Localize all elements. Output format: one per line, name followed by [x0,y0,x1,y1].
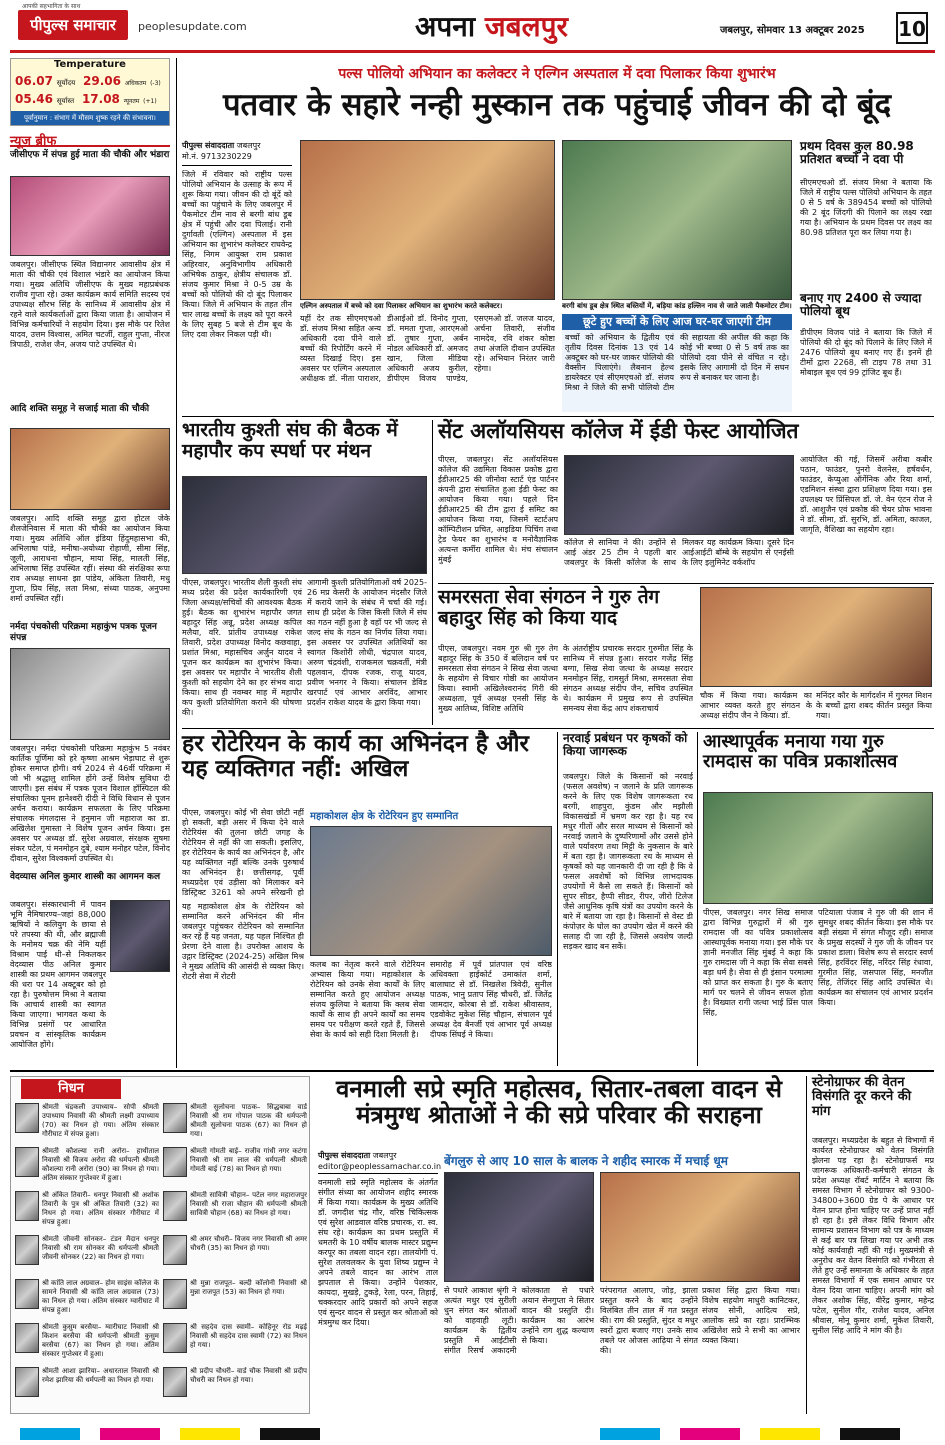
section-title [415,10,568,44]
kushti-col1: पीएस, जबलपुर। भारतीय शैली कुश्ती संघ मध्य प्रदेश की प्रदेश कार्यकारिणी एवं जिला अध्यक्ष/सचिवों की आवश्यक बैठक हुई। बैठक का शुभारंभ महापौर जगत बहादुर सिंह अन्नू, प्रदेश अध्यक्ष कपिल मलैया, वरि. प्रांतीय उपाध्यक्ष राकेश तिवारी, प्रदेश उपाध्यक्ष विनोद कछवाहा, प्रशांत मिश्रा, महासचिव अर्जुन यादव ने पूजन कर कार्यक्रम का शुभारंभ किया। इस अवसर पर महापौर ने भारतीय शैली कुश्ती को सहयोग देने का हर संभव वादा किया। साथ ही नवम्बर माह में महापौर कप कुश्ती प्रतियोगिता कराने की घोषणा की। [182,578,302,717]
samrasta-col4: मनिंदर कौर के मार्गदर्शन में गुरमत मिशन के बच्चों द्वारा शबद कीर्तन प्रस्तुत किया गया। [816,691,932,720]
brief-body: जबलपुर। नर्मदा पंचकोसी परिक्रमा महाकुंभ 5 नवंबर कार्तिक पूर्णिमा को हरे कृष्णा आश्रम भेड़ाघाट से शुरू होकर समाप्त होगी। वर्ष 2024 से 46वीं परिक्रमा में जो भी श्रद्धालु शामिल होंगे उन्हें विशेष सुविधा दी जाएगी। इस संबंध में पत्रक पूजन विशाल हॉस्पिटल की संचालिका पूनम हानेश्वरी दीदी ने विधि विधान से पूजन अर्चन कराया। कार्यक्रम सफलता के लिए परिक्रमा संचालक मंगलदास ने हनुमान जी महाराज का डा. अखिलेश गुमास्ता ने विशेष पूजन अर्चन किया। इस अवसर पर अध्यक्ष डॉ. सुरेश अग्रवाल, संरक्षक सुषमा संकर पटेल, पं मनमोहन दुबे, श्याम मनोहर पटेल, विनोद दीवान, सुरेश विश्वकर्मा उपस्थित थे। [10,744,170,863]
polio-byline [182,140,292,166]
polio-stat-head: प्रथम दिवस कुल 80.98 प्रतिशत बच्चों ने दवा पी [800,139,914,167]
obituary-item: श्री कांति लाल अग्रवाल– होम साइंस कॉलेज के सामने निवासी श्री कांति लाल अग्रवाल (73) का निधन हो गया। अंतिम संस्कार ग्वारीघाट में संपन्न हुआ। [42,1279,159,1314]
nirvai-body: जबलपुर। जिले के किसानों को नरवाई (फसल अवशेष) न जलाने के प्रति जागरूक करने के लिए एक विशेष जागरूकता रथ बरगी, शाहपुरा, कुंडम और मझौली विकासखंडों में भ्रमण कर रहा है। यह रथ मधुर गीतों और सरल माध्यम से किसानों को नरवाई जलाने के दुष्परिणामों और उससे होने वाले पर्यावरण तथा मिट्टी के नुकसान के बारे में बता रहा है। जागरूकता रथ के माध्यम से कृषकों को यह जानकारी दी जा रही है कि वे फसल अवशेषों को विभिन्न लाभदायक उपयोगों में कैसे ला सकते हैं। किसानों को सुपर सीडर, हैप्पी सीडर, रीपर, जीरो टिलेज जैसे आधुनिक कृषि यंत्रों का उपयोग करने के बारे में बताया जा रहा है। किसानों से वेस्ट डी कंपोज़र के घोल का उपयोग खेत में करने की सलाह दी जा रही है, जिससे अवशेष जल्दी सड़कर खाद बन सकें। [563,772,693,951]
weather-title: Temperature [54,59,126,70]
brief-photo [110,900,170,972]
print-color-bar [0,1424,945,1445]
max-label: अधिकतम [124,80,147,87]
polio-kicker: पल्स पोलियो अभियान का कलेक्टर ने एल्गिन अस्पताल में दवा पिलाकर किया शुभारंभ [338,66,776,82]
gururamdas-col2: पटियाला पंजाब ने गुरु जी की शान में सुमधुर शबद कीर्तन किया। इस मौके पर बड़ी संख्या में संगत मौजूद रही। समाज के प्रमुख सदस्यों ने गुरु जी के जीवन पर प्रकाश डाला। विशेष रूप से सरदार स्वर्ण सिंह, हरविंदर सिंह, नरिंदर सिंह रंधावा, गुरमीत सिंह, जसपाल सिंह, मनजीत सिंह, तेजिंदर सिंह आदि उपस्थित थे। कार्यक्रम का संचालन एवं आभार प्रदर्शन किया। [818,908,933,1007]
byline-name: पीपुल्स संवाददाता [182,141,235,150]
obituary-item: श्रीमती सावित्री चौहान– पटेल नगर महाराजपुर निवासी श्री राजा चौहान की धर्मपत्नी श्रीमती सावित्री चौहान (68) का निधन हो गया। [190,1191,307,1217]
brief-body: जबलपुर। संस्कारधानी में पावन भूमि नैमिषारण्य–जहां 88,000 ऋषियों ने कलियुग के छाया से परे तपस्या की थी, और ब्रह्माजी के मनोमय चक्र की नेमि यहीं विश्राम पाई थी–से निकलकर वेदव्यास पीठ अनिल कुमार शास्त्री का प्रथम आगमन जबलपुर की धरा पर 14 अक्टूबर को हो रहा है। पुरुषोत्तम मिश्रा ने बताया कि आचार्य शास्त्री का स्वागत किया जाएगा। भागवत कथा के विभिन्न प्रसंगों पर आधारित प्रवचन व सांस्कृतिक कार्यक्रम आयोजित होंगे। [10,900,106,1049]
brief-title: जीसीएफ में संपन्न हुई माता की चौकी और भंडारा [10,150,170,160]
yellow-swatch [180,1428,240,1440]
magenta-swatch [680,1428,740,1440]
black-swatch [840,1428,900,1440]
obituary-right-list [163,1103,307,1411]
obituary-box [10,1076,310,1414]
byline-email: editor@peoplessamachar.co.in [318,1162,442,1171]
rotary-headline: हर रोटेरियन के कार्य का अभिनंदन है और यह व्यक्तिगत नहीं: अखिल [182,731,529,783]
obituary-photo [15,1279,39,1309]
obituary-item: श्रीमती कौशल्या रानी अरोरा– हाथीताल निवासी श्री विजय अरोरा की धर्मपत्नी श्रीमती कौशल्या रानी अरोरा (90) का निधन हो गया। अंतिम संस्कार गुप्तेश्वर में हुआ। [42,1147,159,1182]
section-title-a: अपना [415,10,476,43]
brief-photo [10,648,170,740]
sapre-headline: वनमाली सप्रे स्मृति महोत्सव, सितार-तबला वादन से मंत्रमुग्ध श्रोताओं ने की सप्रे परिवार की सराहना [335,1075,782,1130]
rotary-col3-wrap [438,808,552,809]
polio-team-box [562,314,792,412]
obituary-item: श्रीमती आशा झारिया– अधारताल निवासी श्री रमेश झारिया की धर्मपत्नी का निधन हो गया। [42,1367,159,1384]
obituary-photo [15,1367,39,1397]
byline-city: जबलपुर [372,1151,397,1160]
dateline: जबलपुर, सोमवार 13 अक्टूबर 2025 [720,25,865,36]
gururamdas-headline: आस्थापूर्वक मनाया गया गुरु रामदास का पवित्र प्रकाशोत्सव [703,731,898,772]
obituary-item: श्री सहदेव दास स्वामी– कोहिनूर रोड मढ़ई निवासी श्री सहदेव दास स्वामी (72) का निधन हो गया। [190,1323,307,1349]
samrasta-photo [700,587,932,687]
masthead-rule [10,50,935,53]
obituary-photo [15,1191,39,1221]
obituary-item: श्रीमती कुसुम बरसैया– ग्वारीघाट निवासी श्री किशन बरसैया की धर्मपत्नी श्रीमती कुसुम बरसैया (67) का निधन हो गया। अंतिम संस्कार गुप्तेश्वर में हुआ। [42,1323,159,1358]
samrasta-col1: पीएस, जबलपुर। नवम गुरु श्री गुरु तेग बहादुर सिंह के 350 वें बलिदान वर्ष पर समरसता सेवा संगठन ने सिख सेवा जत्था के सहयोग से विचार गोष्ठी का आयोजन किया। स्वामी अखिलेश्वरानंद गिरी की अध्यक्षता, पूर्व अध्यक्ष एनसी सिंह के मुख्य आतिथ्य, विशिष्ट अतिथि [438,644,558,713]
cyan-swatch [20,1428,80,1440]
obituary-left-list [15,1103,159,1411]
rotary-photo [310,826,552,956]
obituary-title: निधन [21,1079,121,1099]
page-number: 10 [896,12,928,44]
column-rule [557,732,558,1066]
brief-photo [10,176,170,256]
stalo-col2: कॉलेज से सानिया ने की। उन्होंने से आई अंडर 25 टीम ने पहली बार जबलपुर के किसी कॉलेज के साथ मिलकर यह कार्यक्रम किया। दूसरे दिन आईआईटी बॉम्बे के सहयोग से एनईसी के लिए इलुमिनेट वर्कशॉप [564,538,794,567]
masthead [0,0,945,54]
weather-forecast: पूर्वानुमान : संभाग में मौसम शुष्क रहने की संभावना। [11,111,169,125]
brief-title: वेदव्यास अनिल कुमार शास्त्री का आगमन कल [10,872,161,882]
polio-booth-head: बनाए गए 2400 से ज्यादा पोलियो बूथ [800,291,922,319]
news-brief-label: न्यूज ब्रीफ [10,131,170,147]
rotary-col1: पीएस, जबलपुर। कोई भी सेवा छोटी नहीं हो सकती, बड़ी असर में किया देने वाले रोटेरियंस की तुलना छोटी जगह के रोटेरियन से नहीं की जा सकती। इसलिए, हर रोटेरियन के कार्य का अभिनंदन है, और यह व्यक्तिगत नहीं बल्कि उनके पुरुषार्थ का अभिनंदन है। छत्तीसगढ़, पूर्वी मध्यप्रदेश एवं उड़ीसा को मिलाकर बने डिस्ट्रिक्ट 3261 को अपने संरेखनी हो [182,808,304,897]
yellow-swatch [760,1428,820,1440]
column-rule [697,732,698,1066]
obituary-photo [15,1147,39,1177]
polio-team-body: बच्चों को अभियान के द्वितीय एवं तृतीय दिवस दिनांक 13 एवं 14 अक्टूबर को घर-घर जाकर पोलियो की वैक्सीन पिलाएंगे। लैबनान हेल्थ डायरेक्टर एवं सीएमएचओ डॉ. संजय मिश्रा ने जिले की सभी पोलियो टीम की सहायता की अपील की कहा कि कोई भी बच्चा 0 से 5 वर्ष तक का पोलियो दवा पीने से वंचित न रहे। इसके लिए आगामी दो दिन में सघन रूप से बनाकर घर जाना है। [565,333,789,392]
obituary-photo [15,1235,39,1265]
obituary-photo [15,1103,39,1133]
samrasta-headline: समरसता सेवा संगठन ने गुरु तेग बहादुर सिंह को किया याद [438,586,660,629]
stalo-headline: सेंट अलॉयसियस कॉलेज में ईडी फेस्ट आयोजित [438,419,799,443]
samrasta-col2: के अंतर्राष्ट्रीय प्रचारक सरदार गुरुमीत सिंह के सानिध्य में संपन्न हुआ। सरदार गजेंद्र सिंह बग्गा, सिख सेवा जत्था के अध्यक्ष सरदार मनमोहन सिंह, रामसुर्त मिश्रा, समरसता सेवा संगठन अध्यक्ष संदीप जैन, सचिव उपस्थित थे। कार्यक्रम में प्रमुख रूप से उपस्थित समन्वय सेवा केंद्र आप शंकराचार्य [563,644,693,713]
section-rule [10,1070,934,1072]
brand-name: पीपुल्स समाचार [30,16,116,34]
obituary-photo [163,1323,187,1353]
column-rule [806,1076,807,1414]
obituary-item: श्री मुन्ना राजपूत– बल्दी कॉलोनी निवासी श्री मुन्ना राजपूत (53) का निधन हो गया। [190,1279,307,1296]
magenta-swatch [100,1428,160,1440]
kushti-photo [182,476,427,574]
black-swatch [260,1428,320,1440]
sapre-col4: प्रकाश सिंह द्वारा किया गया। विशेष सहयोग माधुरी कानिटकर, संजय सोनी, आदित्य सप्रे, आलोक सप्रे का रहा। प्रारम्भिक अखिलेश सप्रे ने सभी का आभार व्यक्त किया। [702,1286,800,1345]
rotary-subhead: महाकोशल क्षेत्र के रोटेरियन हुए सम्मानित [310,811,459,822]
gururamdas-photo [703,792,933,904]
obituary-photo [163,1367,187,1397]
brief-body: जबलपुर। आदि शक्ति समूह द्वारा होटल जेके शैलजेनिवास में माता की चौकी का आयोजन किया गया। मुख्य अतिथि ऑल इंडिया हिंदुमहासभा की, अभिलाषा पांडे, मनीषा-अयोध्या रोहाणी, सीमा सिंह, जूली, आराधना चौहान, माया सिंह, मालती सिंह, अभिलाषा सिंह उपस्थित रहीं। संस्था की संरक्षिका रूपा राव अध्यक्ष साधना झा पांडेय, अंकिता तिवारी, मधु गुप्ता, प्रिय सिंह, लता मिश्रा, संध्या पाठक, अनुपमा शर्मा उपस्थित रहीं। [10,514,170,603]
byline-mobile: मो.नं. 9713230229 [182,152,252,161]
polio-col2: यहीं देर तक सीएमएचओ डॉ. संजय मिश्रा सहित अन्य अधिकारी दवा पीने वाले बच्चों की रिपोर्टिंग करने में व्यस्त दिखाई दिए। इस अवसर पर एल्गिन अस्पताल अधीक्षक डॉ. नीता पाराशर, डीआईओ डॉ. विनोद गुप्ता, डॉ. ममता गुप्ता, आरएमओ डॉ. तुषार गुप्ता, अर्बन नोडल अधिकारी डॉ. अमजद खान, जिला मीडिया अधिकारी अजय कुरील, डीपीएम विजय पाण्डेय, एसएमओ डॉ. जलज यादव, अर्चना तिवारी, संजीव नामदेव, रवि शंकर कोष्टा तथा अंजलि दीवान उपस्थित रहे। अभियान निरंतर जारी रहेगा। [300,314,555,383]
sapre-col3: परंपरागत आलाप, जोड़, झाला प्रस्तुत करने के बाद उन्होंने विलंबित तीन ताल में गत प्रस्तुत की। राग की प्रस्तुति, सुंदर व मधुर स्वरों द्वारा बजाए गए। उनके साथ तबले पर ओजस आढ़िया ने संगत की। [600,1286,698,1355]
brief-body: जबलपुर। जीसीएफ स्थित विद्यानगर आवासीय क्षेत्र में माता की चौकी एवं विशाल भंडारे का आयोजन किया गया। मुख्य अतिथि जीसीएफ के मुख्य महाप्रबंधक राजीव गुप्ता रहे। उक्त कार्यक्रम कार्य समिति सदस्य एवं उपाध्यक्ष सौरभ सिंह के सानिध्य में आवासीय क्षेत्र में रहने वाले कार्यकर्ताओं द्वारा किया जाता है। आयोजन में विभिन्न कर्मचारियों ने सहयोग दिया। इस मौके पर रितेश यादव, उत्तम विश्वास, अमित चटर्जी, राहुल गुप्ता, नीरज त्रिपाठी, राजेश जैन, अजय पाटे उपस्थित थे। [10,260,170,349]
polio-col1: जिले में रविवार को राष्ट्रीय पल्स पोलियो अभियान के उत्साह के रूप में शुरू किया गया। जीवन की दो बूंदें को बच्चों का पहुंचाने के लिए जबलपुर में पैकमोटर टीम नाव से बरगी बांध डूब क्षेत्र में पहुंची और दवा पिलाई। रानी दुर्गावती (एल्गिन) अस्पताल में इस अभियान का शुभारंभ कलेक्टर राघवेन्द्र सिंह, निगम आयुक्त राम प्रकाश अहिरवार, अनुविभागीय अधिकारी अभिषेक ठाकुर, क्षेत्रीय संचालक डॉ. संजय कुमार मिश्रा ने 0-5 उम्र के बच्चों को पोलियो की दो बूंद पिलाकर किया। जिले में अभियान के तहत तीन चार लाख बच्चों के लक्ष्य को पूरा करने के लिए सुबह 5 बजे से टीम बूथ के लिए दवा लेकर निकल पड़ी थी। [182,170,292,339]
sapre-byline [318,1150,442,1174]
weather-row [15,74,169,89]
rotary-col3: कलब का नेतृत्व करने वाले रोटेरियन अभ्यास किया गया। महाकोशल के रोटेरियन को उनके सेवा कार्यों के लिए सम्मानित करते हुए आयोजन अध्यक्ष संजय कुलिया ने बताया कि क्लब सेवा कार्यों के साथ ही अपने कार्यों का समय समय पर परीक्षण करते रहते हैं, जिससे सेवा के कार्य को सही दिशा मिलती है। [310,960,425,1039]
min-label: न्यूनतम [123,98,140,105]
brand-logo [18,10,128,40]
max-temp: 29.06 [83,74,121,88]
section-rule [182,728,934,729]
obituary-item: श्रीमती चंद्रकली उपाध्याय– सोपी श्रीमती उपाध्याय निवासी की श्रीमती लक्ष्मी उपाध्याय (70) का निधन हो गया। अंतिम संस्कार गौरीघाट में संपन्न हुआ। [42,1103,159,1138]
obituary-photo [163,1147,187,1177]
brief-title: आदि शक्ति समूह ने सजाई माता की चौकी [10,404,150,414]
brief-title: नर्मदा पंचकोसी परिक्रमा महाकुंभ पत्रक पूजन संपन्न [10,622,157,643]
weather-box [10,58,170,126]
sunrise-time: 06.07 [15,74,53,88]
obituary-item: श्रीमती सुलोचना पाठक– सिद्धबाबा वार्ड निवासी श्री राम गोपाल पाठक की धर्मपत्नी श्रीमती सुलोचना पाठक (67) का निधन हो गया। [190,1103,307,1138]
min-delta: (+1) [143,98,157,105]
weather-row [15,92,169,107]
byline-city: जबलपुर [236,141,261,150]
polio-photo1-caption: एल्गिन अस्पताल में बच्चे को दवा पिलाकर अभियान का शुभारंभ करते कलेक्टर। [300,302,503,310]
column-rule [176,58,177,1068]
polio-photo-collector [300,140,555,300]
website-url[interactable]: peoplesupdate.com [138,20,247,33]
obituary-photo [15,1323,39,1353]
brand-tagline: आपकी सहभागिता के साथ [22,3,81,10]
sunrise-label: सूर्योदय [56,79,76,87]
kushti-headline: भारतीय कुश्ती संघ की बैठक में महापौर कप स्पर्धा पर मंथन [182,419,398,462]
sapre-photo-audience [600,1172,800,1282]
section-rule [438,583,934,584]
obituary-photo [163,1279,187,1309]
brief-photo [10,428,170,510]
polio-photo-boat [562,140,792,300]
rotary-col2: यह महाकोशल क्षेत्र के रोटेरियन को सम्मानित करने अभिनंदन की मीन जबलपुर पहुंचकर रोटेरियन को सम्मानित कर रहे हैं यह जनता, यह पहल निश्चित ही प्रेरणा देने वाला है। उपरोक्त आशय के उद्गार डिस्ट्रिक्ट (2024-25) अखिल मिश्र ने मुख्य अतिथि की आसंदी से व्यक्त किए। रोटरी सेवा में रोटरी [182,902,304,981]
stalo-col3: आयोजित की गई, जिसमें अरीबा कबीर पठान, फाउंडर, पुनरो वेलनेस, हर्षवर्धन, फाउंडर, केप्युआ ऑर्गेनिक और रिया शर्मा, एडमिशन संस्था द्वारा प्रशिक्षण दिया गया। इस उपलक्ष्य पर प्रिंसिपल डॉ. जे. वेन एंटन रोज ने डॉ. आशुजैन एवं प्रकोष्ठ की चेयर प्रोफ भावना ने डॉ. सीमा, डॉ. सुरभि, डॉ. अमिता, काजल, जागृति, वैशिखा का सहयोग रहा। [800,455,932,534]
sapre-col2: से पधारे आकाश श्रृंगी ने अत्यंत मधुर एवं सुरीली धुन संगत कर श्रोताओं को वाहवाही लूटी। कार्यक्रम के द्वितीय प्रस्तुति में आईटीसी संगीत रिसर्च अकादमी कोलकाता से पधारे अयान सेनगुप्ता ने सितार वादन की प्रस्तुति दी। कार्यक्रम का आरंभ उन्होंने राग शुद्ध कल्याण से किया। [444,1286,594,1355]
polio-photo2-caption: बरगी बांध डूब क्षेत्र स्थित बस्तियों में, बड़िया कांड हल्लिन नाव से जाते जाती पैकमोटर टीम। [562,302,792,310]
byline-name: पीपुल्स संवाददाता [318,1151,371,1160]
section-rule [182,416,934,417]
max-delta: (-3) [150,80,161,87]
gururamdas-col1: पीएस, जबलपुर। नगर सिख समाज द्वारा विभिन्न गुरुद्वारों में श्री गुरु रामदास जी का पवित्र प्रकाशोत्सव आस्थापूर्वक मनाया गया। इस मौके पर ज्ञानी मनजीत सिंह मुंबई ने कहा कि गुरु रामदास जी ने कहा कि सेवा सबसे बड़ा धर्म है। सेवा से ही इंसान परमात्मा को प्राप्त कर सकता है। गुरु के बताए मार्ग पर चलने से जीवन सफल होता है। विख्यात रागी जत्था भाई प्रिंस पाल सिंह, [703,908,813,1017]
obituary-item: श्री प्रदीप चौधरी– वार्ड चौक निवासी श्री प्रदीप चौधरी का निधन हो गया। [190,1367,307,1384]
polio-team-head: छूटे हुए बच्चों के लिए आज घर-घर जाएगी टीम [562,314,792,330]
min-temp: 17.08 [81,92,120,106]
sapre-subhead: बेंगलुरु से आए 10 साल के बालक ने शहीद स्मारक में मचाई धूम [444,1154,728,1168]
obituary-photo [163,1235,187,1265]
rotary-col4: समारोह में पूर्व प्रांतपाल एवं वरिष्ठ अधिवक्ता हाईकोर्ट उमाकांत शर्मा, बालाघाट से डॉ. निखलेश त्रिवेदी, सुनील पाठक, भानु प्रताप सिंह चौधरी, डॉ. जितेंद्र जामदार, कोरबा से डॉ. राकेश श्रीवास्तव, एडवोकेट मुकेश सिंह चौहान, संचालन पूर्व अध्यक्ष देव बैनर्जी एवं आभार पूर्व अध्यक्ष दीपक सिंघई ने किया। [430,960,552,1039]
steno-headline: स्टेनोग्राफर की वेतन विसंगति दूर करने की मांग [812,1075,912,1119]
stalo-col1: पीएस, जबलपुर। सेंट अलॉयसियस कॉलेज की उद्यमिता विकास प्रकोष्ठ द्वारा ईडीआर25 की जीनोवा स्टार्ट एंड पार्टनर कंपनी द्वारा संचालित हुआ ईडी फेस्ट का आयोजन किया गया। पहले दिन ईडीआर25 की टीम द्वारा ई समिट का आयोजन किया गया, जिसमें स्टार्टअप कॉम्पिटीशन प्रचित, आइडिया पिचिंग तथा ट्रेड फेयर का शुभारंभ व मनोवैज्ञानिक अत्यन्त कर्मीरा शामिल थे। मंच संचालन मुंबई [438,455,558,564]
section-title-b: जबलपुर [484,10,568,43]
sunset-label: सूर्यास्त [56,97,75,105]
kushti-col2: आगामी कुश्ती प्रतियोगिताओं वर्ष 2025-26 मप्र केसरी के आयोजन मंदसौर जिले में कराये जाने के संबंध में चर्चा की गई। साथ ही प्रदेश के जिस किसी जिले में संघ का गठन नहीं हुआ है वहाँ पर भी जल्द से जल्द संघ के गठन का निर्णय लिया गया। इस अवसर पर उपस्थित अतिथियों का स्वागत किशोरी लोधी, चंद्रपाल यादव, अरुण चंद्रवंशी, राजकमल चक्रवर्ती, मंत्री पहलवान, दीपक रजक, राजू यादव, प्रवीण भनगर ने किया। संचालन डेविड खरपार्ट एवं आभार अरविंद, आभार प्रदर्शन राकेश यादव के द्वारा किया गया। [307,578,427,707]
samrasta-col3: चौक में किया गया। कार्यक्रम का आभार व्यक्त करते हुए संगठन के अध्यक्ष संदीप जैन ने किया। डॉ. [700,691,812,720]
sapre-photo-tabla [444,1172,594,1282]
stalo-photo [564,455,794,535]
column-rule [432,420,433,725]
obituary-item: श्रीमती जीवनी सोनकर– टंडन मैदान धनपुर निवासी श्री राम सोनकर की धर्मपत्नी श्रीमती जीवनी सोनकर (22) का निधन हो गया। [42,1235,159,1261]
obituary-item: श्रीमती गोमती बाई– राजीव गांधी नगर कटंगा निवासी श्री राम लाल की धर्मपत्नी श्रीमती गोमती बाई (78) का निधन हो गया। [190,1147,307,1173]
obituary-photo [163,1103,187,1133]
polio-headline: पतवार के सहारे नन्ही मुस्कान तक पहुंचाई जीवन की दो बूंद [222,87,892,123]
cyan-swatch [600,1428,660,1440]
polio-booth-body: डीपीएम विजय पांडे ने बताया कि जिले में पोलियो की दो बूंद को पिलाने के लिए जिले में 2476 पोलियो बूथ बनाए गए हैं। इनमें ही टीमों द्वारा 2268, सी टाइप 78 तथा 31 मोबाइल बूथ एवं 99 ट्रांजिट बूथ हैं। [800,328,932,377]
steno-body: जबलपुर। मध्यप्रदेश के बहुत से विभागों में कार्यरत स्टेनोग्राफर को वेतन विसंगति झेलना पड़ रहा है। स्टेनोग्राफर्स मप्र जागरूक अधिकारी-कर्मचारी संगठन के प्रदेश अध्यक्ष रॉबर्ट मार्टिन ने बताया कि समस्त विभाग में स्टेनोग्राफर को 9300-34800+3600 ग्रेड पे के आधार पर वेतन प्राप्त होना चाहिए पर उन्हें प्राप्त नहीं हो रहा है। इसे लेकर विधि विभाग और सामान्य प्रशासन विभाग को पत्र के माध्यम से कई बार पत्र लिखा गया पर अभी तक कोई कार्यवाही नहीं की गई। मुख्यमंत्री से अनुरोध कर वेतन विसंगति को गंभीरता से लेते हुए उन्हें समानता के अधिकार के तहत समस्त विभागों में एक समान आधार पर वेतन दिया जाना चाहिए। अपनी मांग को लेकर अशोक सिंह, वीरेंद्र कुमार, महेन्द्र पटेल, सुनील गौर, राजेश यादव, अनिल श्रीवास, मोनू कुमार शर्मा, मुकेश तिवारी, सुनील सिंह आदि ने मांग की है। [812,1136,934,1335]
polio-stat-body: सीएमएचओ डॉ. संजय मिश्रा ने बताया कि जिले में राष्ट्रीय पल्स पोलियो अभियान के तहत 0 से 5 वर्ष के 389454 बच्चों को पोलियो की 2 बूंद जिंदगी की पिलाने का लक्ष्य रखा गया है। अभियान के प्रथम दिवस पर लक्ष्य का 80.98 प्रतिशत पूरा कर लिया गया है। [800,178,932,237]
obituary-item: श्री अंकित तिवारी– धनपुर निवासी श्री अशोक तिवारी के पुत्र श्री अंकित तिवारी (32) का निधन हो गया। अंतिम संस्कार गौरीघाट में संपन्न हुआ। [42,1191,159,1226]
sapre-col1: वनमाली सप्रे स्मृति महोत्सव के अंतर्गत संगीत संध्या का आयोजन शहीद स्मारक में किया गया। कार्यक्रम के मुख्य अतिथि डॉ. जगदीश चंद्र गौर, वरिष्ठ चिकित्सक एवं सुरेश आडवाल वरिष्ठ प्रचारक, रा. स्व. संघ रहे। कार्यक्रम का प्रथम प्रस्तुति में धमतरी के 10 वर्षीय बालक मास्टर प्रद्युम्न करपूर का तबला वादन रहा। तालयोगी पं. सुरेश तलवलकर के युवा शिष्य प्रद्युम्न ने अपने तबले वादन का आरंभ ताल झपताल से किया। उन्होंने पेशकार, कायदा, मुखड़े, टुकड़े, रेला, परन, तिहाई, चक्करदार आदि प्रकारों को अपने सहज एवं सुन्दर वादन से प्रस्तुत कर श्रोताओं को मंत्रमुग्ध कर दिया। [318,1178,438,1327]
sunset-time: 05.46 [15,92,53,106]
nirvai-headline: नरवाई प्रबंधन पर कृषकों को किया जागरूक [563,731,688,759]
obituary-item: श्री अमर चौधरी– विजय नगर निवासी श्री अमर चौधरी (35) का निधन हो गया। [190,1235,307,1252]
obituary-photo [163,1191,187,1221]
